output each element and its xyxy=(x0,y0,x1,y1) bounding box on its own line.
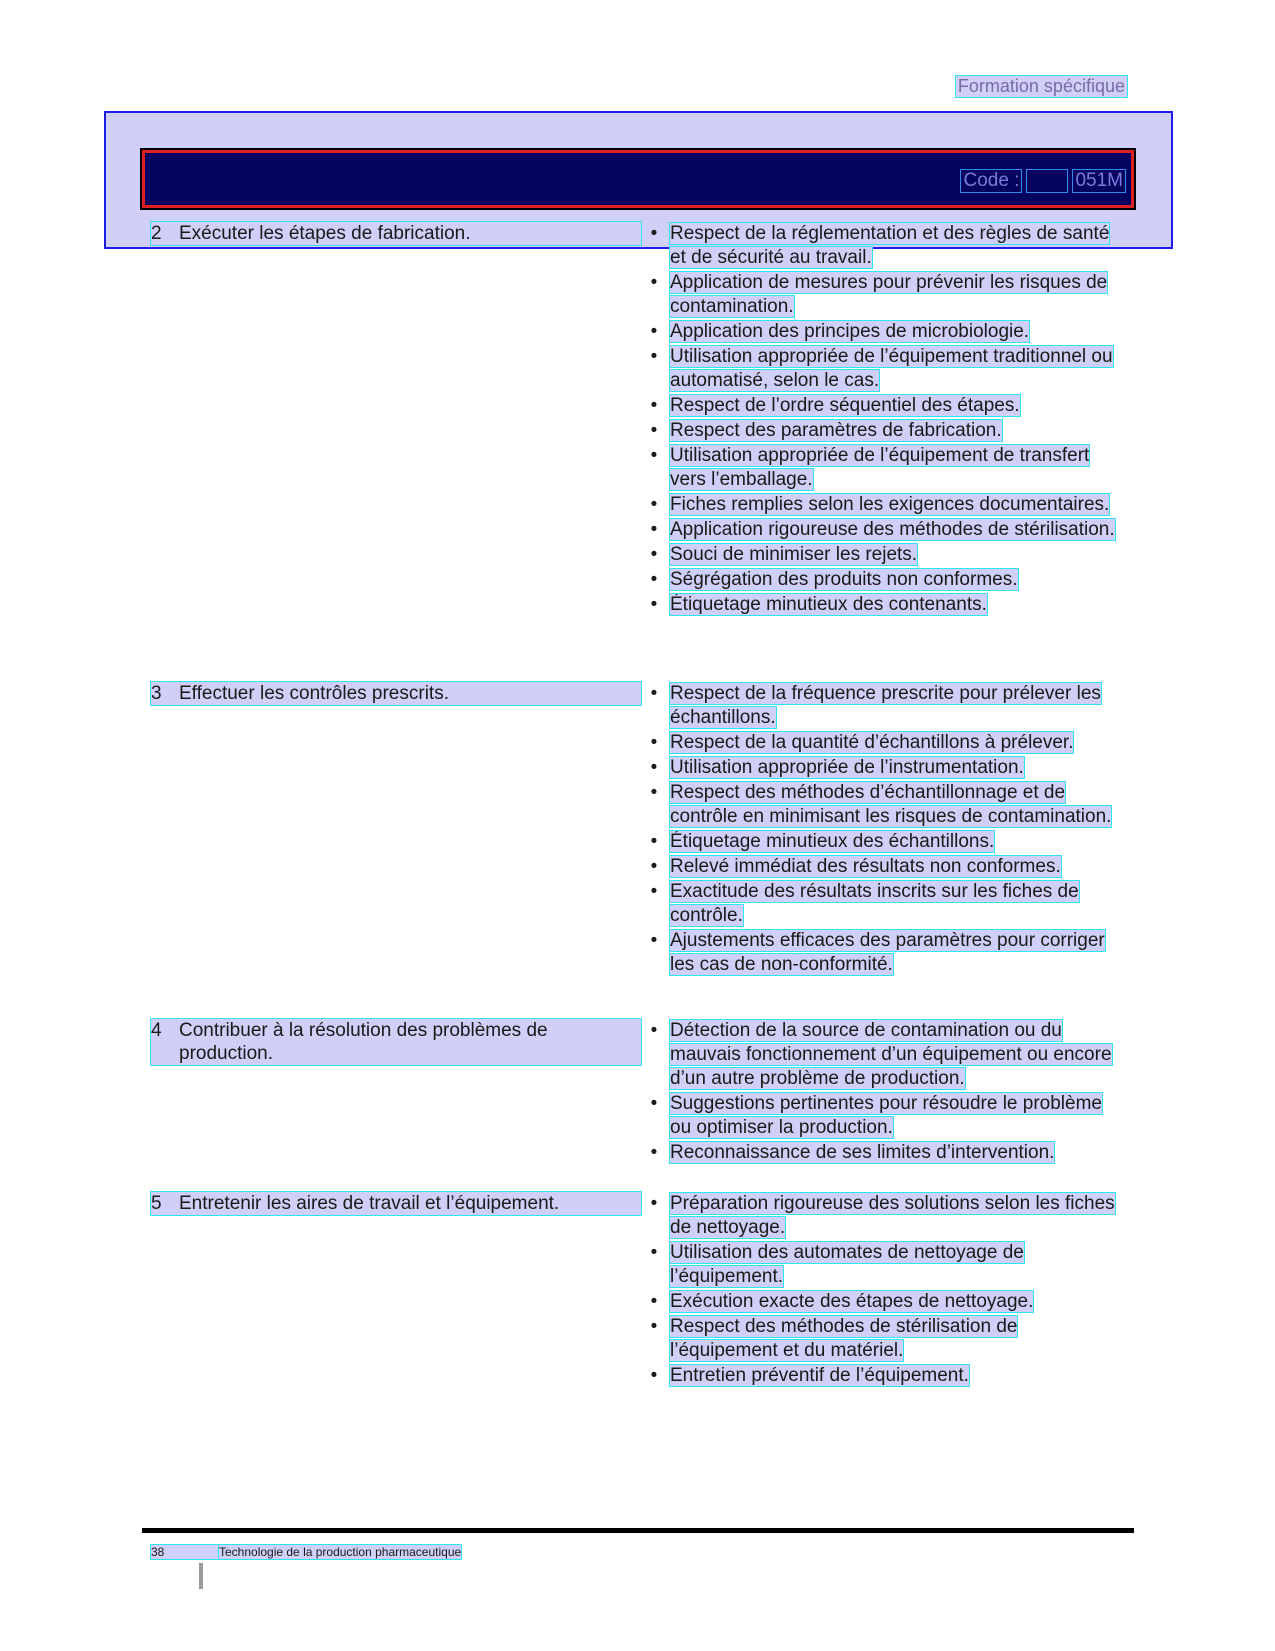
bullet-icon: • xyxy=(650,321,658,342)
criteria-text: Respect de la quantité d’échantillons à prélever. xyxy=(670,732,1074,753)
criteria-list xyxy=(646,1019,1126,1166)
criteria-text: Étiquetage minutieux des contenants. xyxy=(670,594,987,615)
criteria-list xyxy=(646,1192,1126,1389)
criteria-item xyxy=(646,345,1126,393)
criteria-item xyxy=(646,493,1126,517)
page-footer xyxy=(151,1545,461,1559)
criteria-item xyxy=(646,880,1126,928)
criteria-item xyxy=(646,543,1126,567)
criteria-text: Utilisation appropriée de l’équipement de transfert vers l’emballage. xyxy=(670,445,1090,490)
publication-title: Technologie de la production pharmaceutique xyxy=(219,1545,462,1559)
criteria-text: Application de mesures pour prévenir les risques de contamination. xyxy=(670,272,1108,317)
criteria-text: Exécution exacte des étapes de nettoyage. xyxy=(670,1291,1034,1312)
bullet-icon: • xyxy=(650,544,658,565)
criteria-text: Suggestions pertinentes pour résoudre le problème ou optimiser la production. xyxy=(670,1093,1102,1138)
bullet-icon: • xyxy=(650,930,658,951)
bullet-icon: • xyxy=(650,1020,658,1041)
criteria-item xyxy=(646,1315,1126,1363)
criteria-text: Application des principes de microbiologie. xyxy=(670,321,1030,342)
criteria-text: Relevé immédiat des résultats non conformes. xyxy=(670,856,1061,877)
criteria-text: Utilisation des automates de nettoyage de l’équipement. xyxy=(670,1242,1024,1287)
criteria-text: Respect de l’ordre séquentiel des étapes. xyxy=(670,395,1020,416)
criteria-list xyxy=(646,222,1126,618)
code-label: Code : xyxy=(963,170,1020,191)
bullet-icon: • xyxy=(650,346,658,367)
criteria-item xyxy=(646,568,1126,592)
step-row xyxy=(151,1019,641,1065)
bullet-icon: • xyxy=(650,420,658,441)
bullet-icon: • xyxy=(650,782,658,803)
criteria-item xyxy=(646,444,1126,492)
step-number: 4 xyxy=(151,1020,162,1041)
criteria-text: Utilisation appropriée de l’instrumentation. xyxy=(670,757,1024,778)
criteria-item xyxy=(646,929,1126,977)
criteria-text: Ajustements efficaces des paramètres pour corriger les cas de non-conformité. xyxy=(670,930,1105,975)
step-row xyxy=(151,1192,641,1215)
step-row xyxy=(151,222,641,245)
criteria-item xyxy=(646,394,1126,418)
criteria-item xyxy=(646,271,1126,319)
code-spacer xyxy=(1027,170,1067,192)
step-number: 3 xyxy=(151,683,162,704)
step-title: Contribuer à la résolution des problèmes de production. xyxy=(179,1020,548,1064)
criteria-item xyxy=(646,1019,1126,1091)
criteria-text: Respect des paramètres de fabrication. xyxy=(670,420,1002,441)
criteria-list xyxy=(646,682,1126,978)
step-number: 5 xyxy=(151,1193,162,1214)
criteria-item xyxy=(646,781,1126,829)
criteria-text: Étiquetage minutieux des échantillons. xyxy=(670,831,995,852)
bullet-icon: • xyxy=(650,856,658,877)
banner-title-bar xyxy=(142,150,1134,208)
footer-rule xyxy=(142,1528,1134,1533)
criteria-item xyxy=(646,518,1126,542)
criteria-item xyxy=(646,593,1126,617)
bullet-icon: • xyxy=(650,732,658,753)
bullet-icon: • xyxy=(650,881,658,902)
criteria-item xyxy=(646,682,1126,730)
criteria-text: Respect des méthodes d’échantillonnage et de contrôle en minimisant les risques de contamination. xyxy=(670,782,1112,827)
criteria-text: Respect de la réglementation et des règles de santé et de sécurité au travail. xyxy=(670,223,1110,268)
bullet-icon: • xyxy=(650,831,658,852)
criteria-text: Respect de la fréquence prescrite pour prélever les échantillons. xyxy=(670,683,1101,728)
criteria-item xyxy=(646,419,1126,443)
page-number: 38 xyxy=(151,1545,219,1559)
step-title: Exécuter les étapes de fabrication. xyxy=(179,223,471,244)
criteria-item xyxy=(646,320,1126,344)
bullet-icon: • xyxy=(650,594,658,615)
criteria-item xyxy=(646,1241,1126,1289)
step-title: Entretenir les aires de travail et l’équipement. xyxy=(179,1193,560,1214)
criteria-text: Souci de minimiser les rejets. xyxy=(670,544,918,565)
criteria-text: Préparation rigoureuse des solutions selon les fiches de nettoyage. xyxy=(670,1193,1115,1238)
bullet-icon: • xyxy=(650,1142,658,1163)
bullet-icon: • xyxy=(650,494,658,515)
criteria-item xyxy=(646,222,1126,270)
bullet-icon: • xyxy=(650,1365,658,1386)
criteria-text: Utilisation appropriée de l’équipement traditionnel ou automatisé, selon le cas. xyxy=(670,346,1113,391)
course-code xyxy=(961,170,1125,192)
bullet-icon: • xyxy=(650,519,658,540)
bullet-icon: • xyxy=(650,569,658,590)
criteria-item xyxy=(646,756,1126,780)
bullet-icon: • xyxy=(650,223,658,244)
criteria-item xyxy=(646,1092,1126,1140)
bullet-icon: • xyxy=(650,445,658,466)
running-header: Formation spécifique xyxy=(957,76,1125,96)
footer-tick xyxy=(199,1563,203,1589)
criteria-item xyxy=(646,1141,1126,1165)
criteria-text: Exactitude des résultats inscrits sur les fiches de contrôle. xyxy=(670,881,1079,926)
criteria-item xyxy=(646,731,1126,755)
bullet-icon: • xyxy=(650,683,658,704)
step-row xyxy=(151,682,641,705)
bullet-icon: • xyxy=(650,757,658,778)
criteria-item xyxy=(646,855,1126,879)
bullet-icon: • xyxy=(650,1316,658,1337)
bullet-icon: • xyxy=(650,272,658,293)
criteria-text: Respect des méthodes de stérilisation de l’équipement et du matériel. xyxy=(670,1316,1018,1361)
criteria-text: Fiches remplies selon les exigences documentaires. xyxy=(670,494,1110,515)
bullet-icon: • xyxy=(650,1291,658,1312)
criteria-text: Entretien préventif de l’équipement. xyxy=(670,1365,969,1386)
criteria-item xyxy=(646,830,1126,854)
criteria-text: Ségrégation des produits non conformes. xyxy=(670,569,1018,590)
step-title: Effectuer les contrôles prescrits. xyxy=(179,683,449,704)
criteria-item xyxy=(646,1290,1126,1314)
step-number: 2 xyxy=(151,223,162,244)
criteria-text: Application rigoureuse des méthodes de stérilisation. xyxy=(670,519,1115,540)
criteria-item xyxy=(646,1364,1126,1388)
criteria-text: Détection de la source de contamination ou du mauvais fonctionnement d’un équipement ou encore d’un autre problème de production. xyxy=(670,1020,1112,1089)
criteria-item xyxy=(646,1192,1126,1240)
criteria-text: Reconnaissance de ses limites d’intervention. xyxy=(670,1142,1055,1163)
bullet-icon: • xyxy=(650,395,658,416)
code-value: 051M xyxy=(1075,170,1123,191)
bullet-icon: • xyxy=(650,1093,658,1114)
bullet-icon: • xyxy=(650,1242,658,1263)
bullet-icon: • xyxy=(650,1193,658,1214)
